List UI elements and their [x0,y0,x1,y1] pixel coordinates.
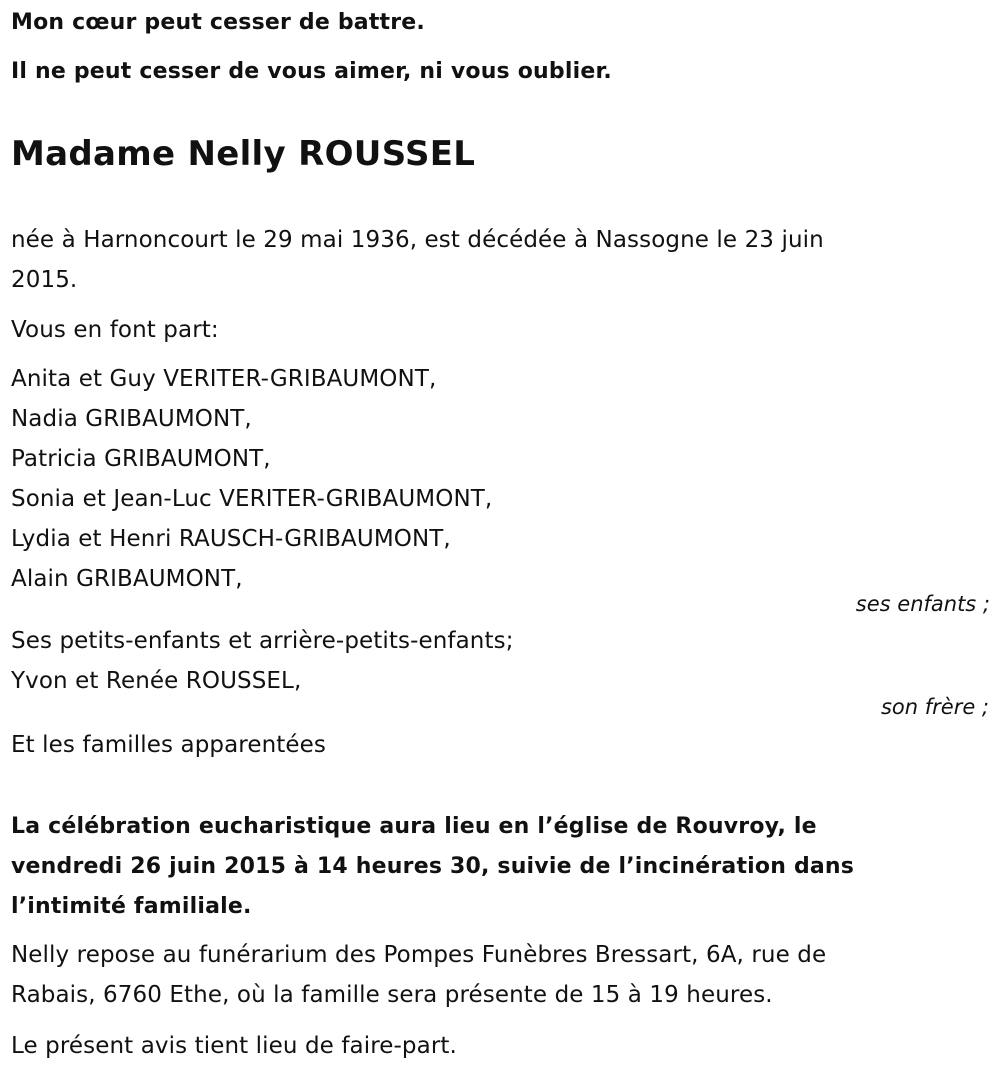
families-line: Et les familles apparentées [11,732,326,758]
children-role-label: ses enfants ; [855,592,990,616]
closing-line: Le présent avis tient lieu de faire-part. [11,1033,457,1059]
sibling-line: Yvon et Renée ROUSSEL, [11,668,302,694]
ceremony-line-1: La célébration eucharistique aura lieu en l’église de Rouvroy, le [11,814,817,839]
child-entry: Sonia et Jean-Luc VERITER-GRIBAUMONT, [11,486,493,512]
deceased-name: Madame Nelly ROUSSEL [11,134,476,174]
child-entry: Nadia GRIBAUMONT, [11,406,252,432]
visitation-line-2: Rabais, 6760 Ethe, où la famille sera présente de 15 à 19 heures. [11,982,773,1008]
epigraph-line-2: Il ne peut cesser de vous aimer, ni vous oublier. [11,59,612,84]
visitation-line-1: Nelly repose au funérarium des Pompes Funèbres Bressart, 6A, rue de [11,942,827,968]
child-entry: Lydia et Henri RAUSCH-GRIBAUMONT, [11,526,451,552]
birth-death-line-2: 2015. [11,267,78,293]
epigraph-line-1: Mon cœur peut cesser de battre. [11,10,425,35]
child-entry: Alain GRIBAUMONT, [11,566,243,592]
ceremony-line-3: l’intimité familiale. [11,894,252,919]
child-entry: Anita et Guy VERITER-GRIBAUMONT, [11,366,437,392]
ceremony-line-2: vendredi 26 juin 2015 à 14 heures 30, suivie de l’incinération dans [11,854,855,879]
sibling-role-label: son frère ; [880,695,989,719]
birth-death-line-1: née à Harnoncourt le 29 mai 1936, est décédée à Nassogne le 23 juin [11,227,824,253]
announcers-intro: Vous en font part: [11,317,219,343]
child-entry: Patricia GRIBAUMONT, [11,446,271,472]
grandchildren-line: Ses petits-enfants et arrière-petits-enfants; [11,628,514,654]
